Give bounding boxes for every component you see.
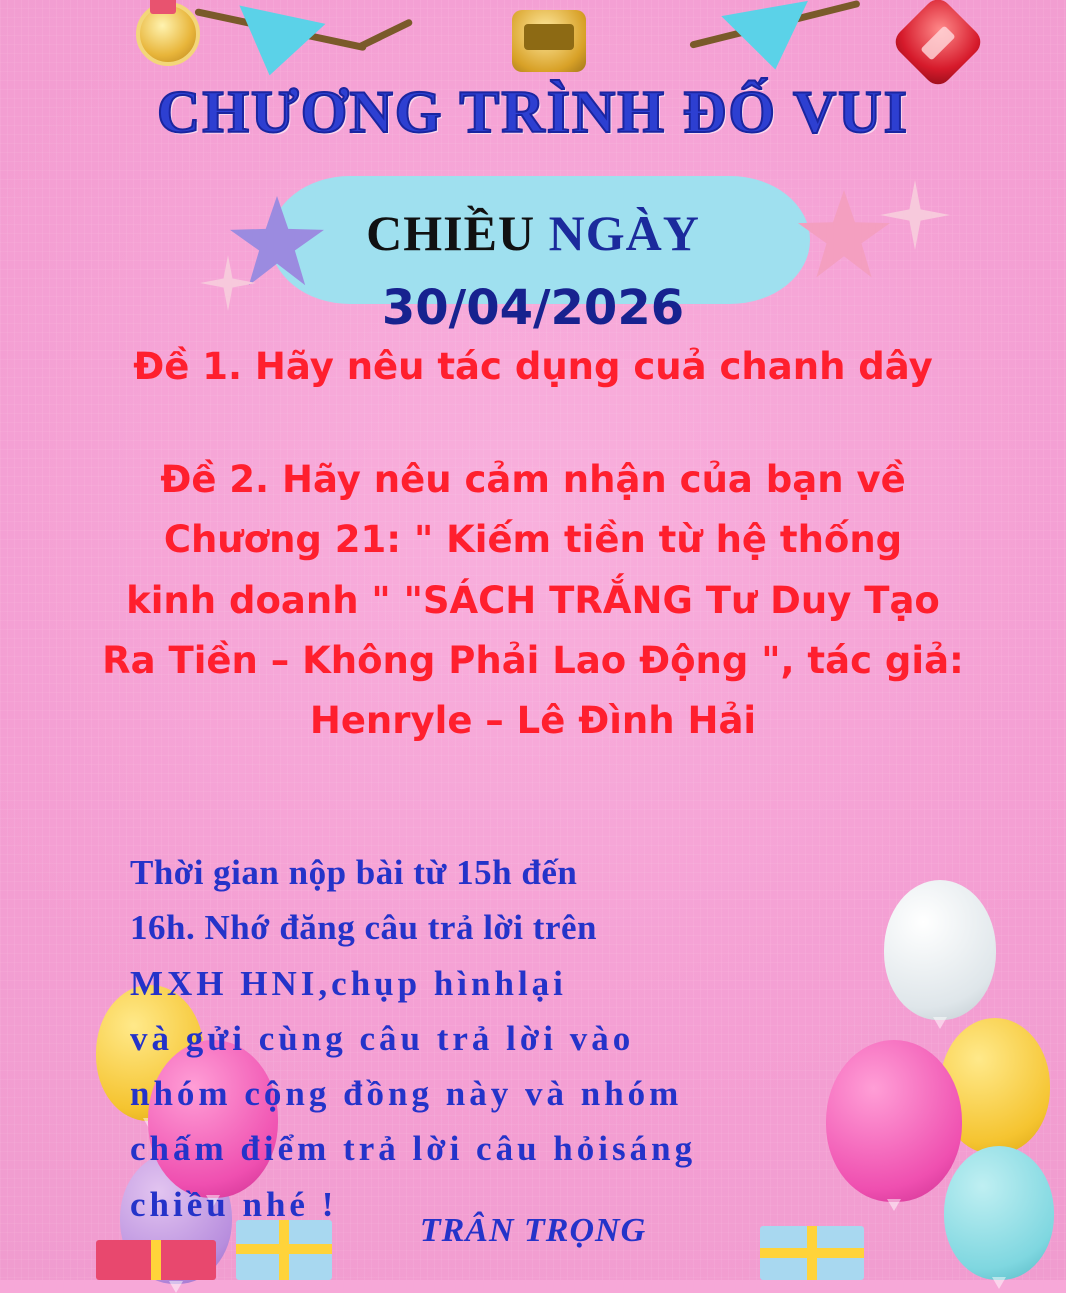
note-line: chiều nhé ! bbox=[130, 1184, 338, 1224]
note-line: và gửi cùng câu trả lời vào bbox=[130, 1018, 635, 1058]
question-2-line: Đề 2. Hãy nêu cảm nhận của bạn về bbox=[160, 458, 906, 501]
bunting-flag-icon bbox=[227, 6, 326, 85]
bunting-flag-icon bbox=[721, 1, 818, 77]
question-1: Đề 1. Hãy nêu tác dụng cuả chanh dây bbox=[133, 345, 933, 388]
note-line: nhóm cộng đồng này và nhóm bbox=[130, 1074, 683, 1114]
note-line: 16h. Nhớ đăng câu trả lời trên bbox=[130, 908, 597, 948]
question-2-line: Henryle – Lê Đình Hải bbox=[309, 699, 757, 743]
subtitle bbox=[0, 204, 1066, 262]
closing-text: TRÂN TRỌNG bbox=[419, 1212, 647, 1249]
medal-ribbon-icon bbox=[150, 0, 176, 14]
subtitle-highlight: NGÀY bbox=[548, 205, 700, 261]
question-2 bbox=[0, 450, 1066, 751]
subtitle-prefix: CHIỀU bbox=[366, 205, 549, 261]
question-2-line: Chương 21: " Kiếm tiền từ hệ thống bbox=[163, 518, 903, 562]
note-line: chấm điểm trả lời câu hỏisáng bbox=[130, 1129, 697, 1169]
note-line: MXH HNI,chụp hìnhlại bbox=[130, 963, 567, 1003]
page-title: CHƯƠNG TRÌNH ĐỐ VUI bbox=[157, 79, 909, 145]
bunting-streamer-icon bbox=[356, 18, 413, 51]
submission-note bbox=[130, 845, 960, 1232]
event-date: 30/04/2026 bbox=[381, 280, 685, 336]
question-2-line: kinh doanh " "SÁCH TRẮNG Tư Duy Tạo bbox=[126, 578, 940, 622]
question-2-line: Ra Tiền – Không Phải Lao Động ", tác giả: bbox=[102, 638, 964, 682]
note-line: Thời gian nộp bài từ 15h đến bbox=[130, 853, 578, 892]
trophy-handle-icon bbox=[524, 24, 574, 50]
